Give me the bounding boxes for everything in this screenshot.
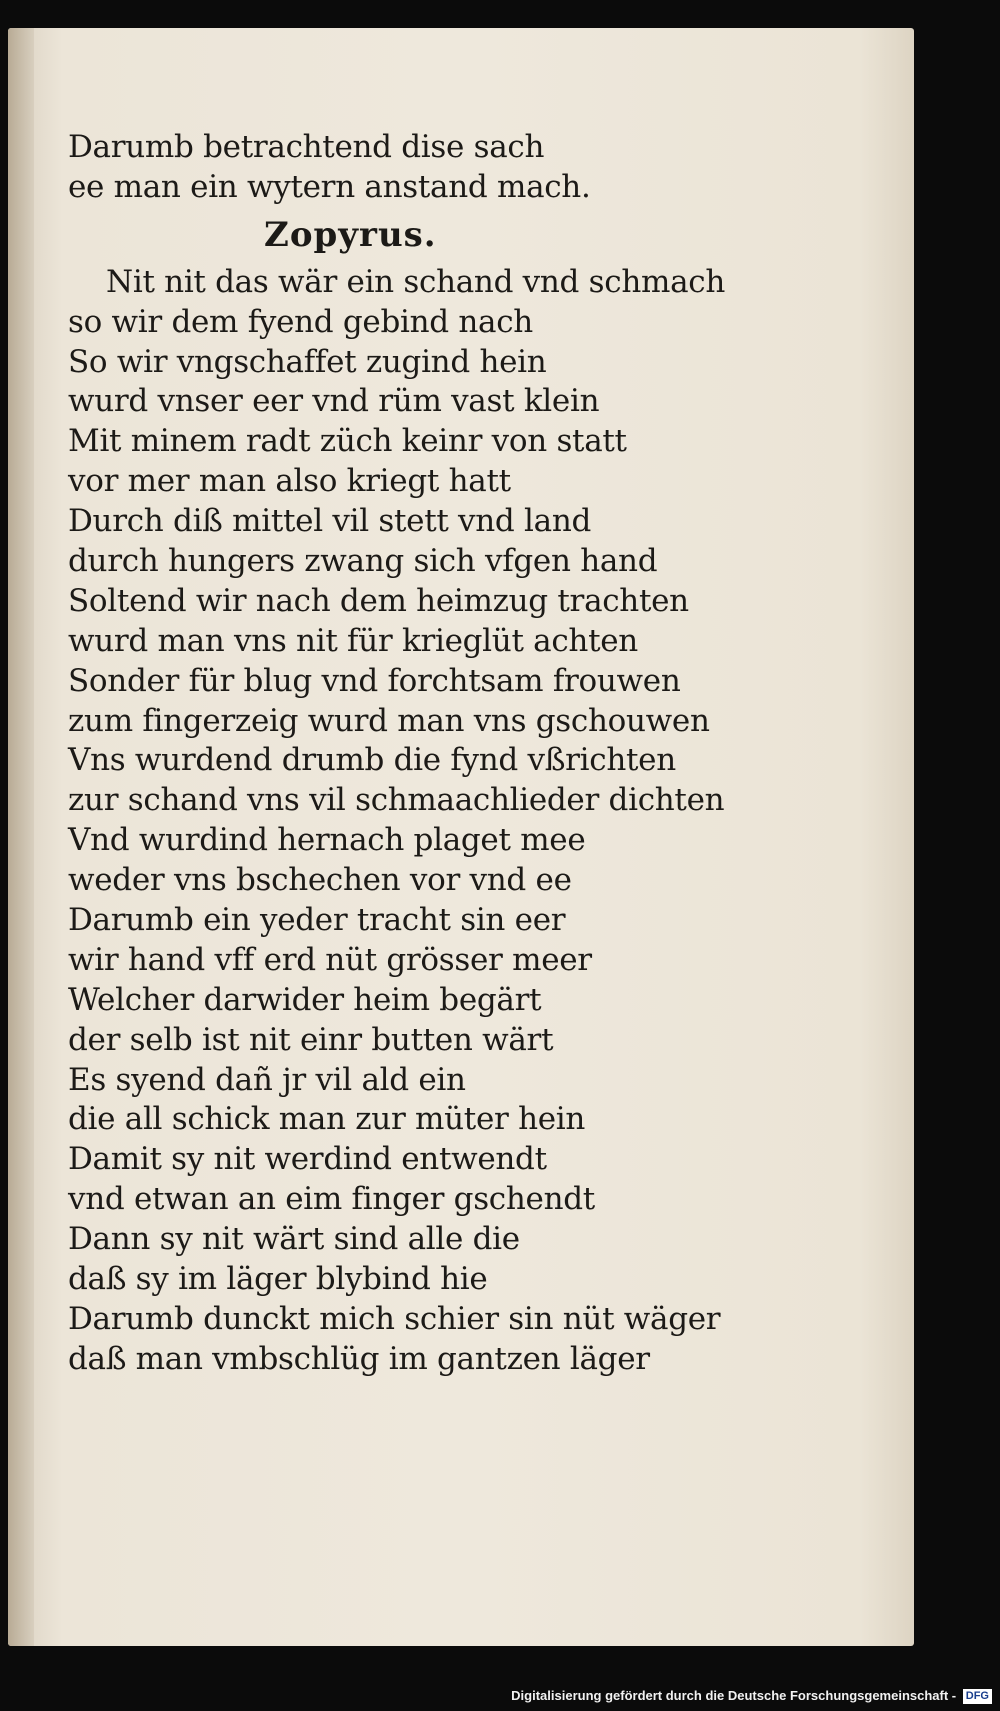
- verse-line: So wir vngschaffet zugind hein: [68, 343, 547, 380]
- verse-line: wir hand vff erd nüt grösser meer: [68, 941, 592, 978]
- verse-line: Nit nit das wär ein schand vnd schmach: [106, 263, 725, 300]
- verse-line: zur schand vns vil schmaachlieder dichten: [68, 782, 725, 819]
- digitization-credit: [511, 1685, 992, 1707]
- credit-text: Digitalisierung gefördert durch die Deutsche Forschungsgemeinschaft -: [511, 1688, 957, 1703]
- verse-line: Vns wurdend drumb die fynd vßrichten: [68, 742, 676, 779]
- page-gutter: [8, 28, 34, 1646]
- verse-line: vor mer man also kriegt hatt: [68, 463, 511, 500]
- verse-line: weder vns bschechen vor vnd ee: [68, 862, 572, 899]
- verse-line: Sonder für blug vnd forchtsam frouwen: [68, 662, 681, 699]
- book-page: [8, 28, 914, 1646]
- verse-line: daß sy im läger blybind hie: [68, 1261, 488, 1298]
- verse-line: so wir dem fyend gebind nach: [68, 303, 533, 340]
- verse-line: die all schick man zur müter hein: [68, 1101, 586, 1138]
- dfg-logo: DFG: [963, 1689, 992, 1704]
- verse-line: daß man vmbschlüg im gantzen läger: [68, 1340, 650, 1377]
- speaker-heading: Zopyrus.: [264, 214, 437, 255]
- verse-line: Dann sy nit wärt sind alle die: [68, 1221, 520, 1258]
- verse-line: ee man ein wytern anstand mach.: [68, 168, 591, 205]
- verse-line: Mit minem radt züch keinr von statt: [68, 423, 627, 460]
- verse-line: Darumb betrachtend dise sach: [68, 129, 545, 165]
- verse-line: durch hungers zwang sich vfgen hand: [68, 543, 658, 580]
- verse-line: Welcher darwider heim begärt: [68, 981, 542, 1018]
- verse-line: wurd man vns nit für krieglüt achten: [68, 622, 638, 659]
- verse-line: der selb ist nit einr butten wärt: [68, 1021, 554, 1058]
- verse-line: vnd etwan an eim finger gschendt: [68, 1181, 595, 1218]
- verse-text: [68, 128, 768, 1380]
- verse-line: Vnd wurdind hernach plaget mee: [68, 822, 586, 859]
- verse-line: wurd vnser eer vnd rüm vast klein: [68, 383, 600, 420]
- verse-line: Es syend dañ jr vil ald ein: [68, 1061, 466, 1098]
- verse-line: zum fingerzeig wurd man vns gschouwen: [68, 702, 710, 739]
- verse-line: Darumb dunckt mich schier sin nüt wäger: [68, 1300, 721, 1337]
- verse-line: Durch diß mittel vil stett vnd land: [68, 503, 592, 540]
- verse-line: Darumb ein yeder tracht sin eer: [68, 902, 566, 939]
- verse-line: Soltend wir nach dem heimzug trachten: [68, 582, 689, 619]
- verse-line: Damit sy nit werdind entwendt: [68, 1141, 547, 1178]
